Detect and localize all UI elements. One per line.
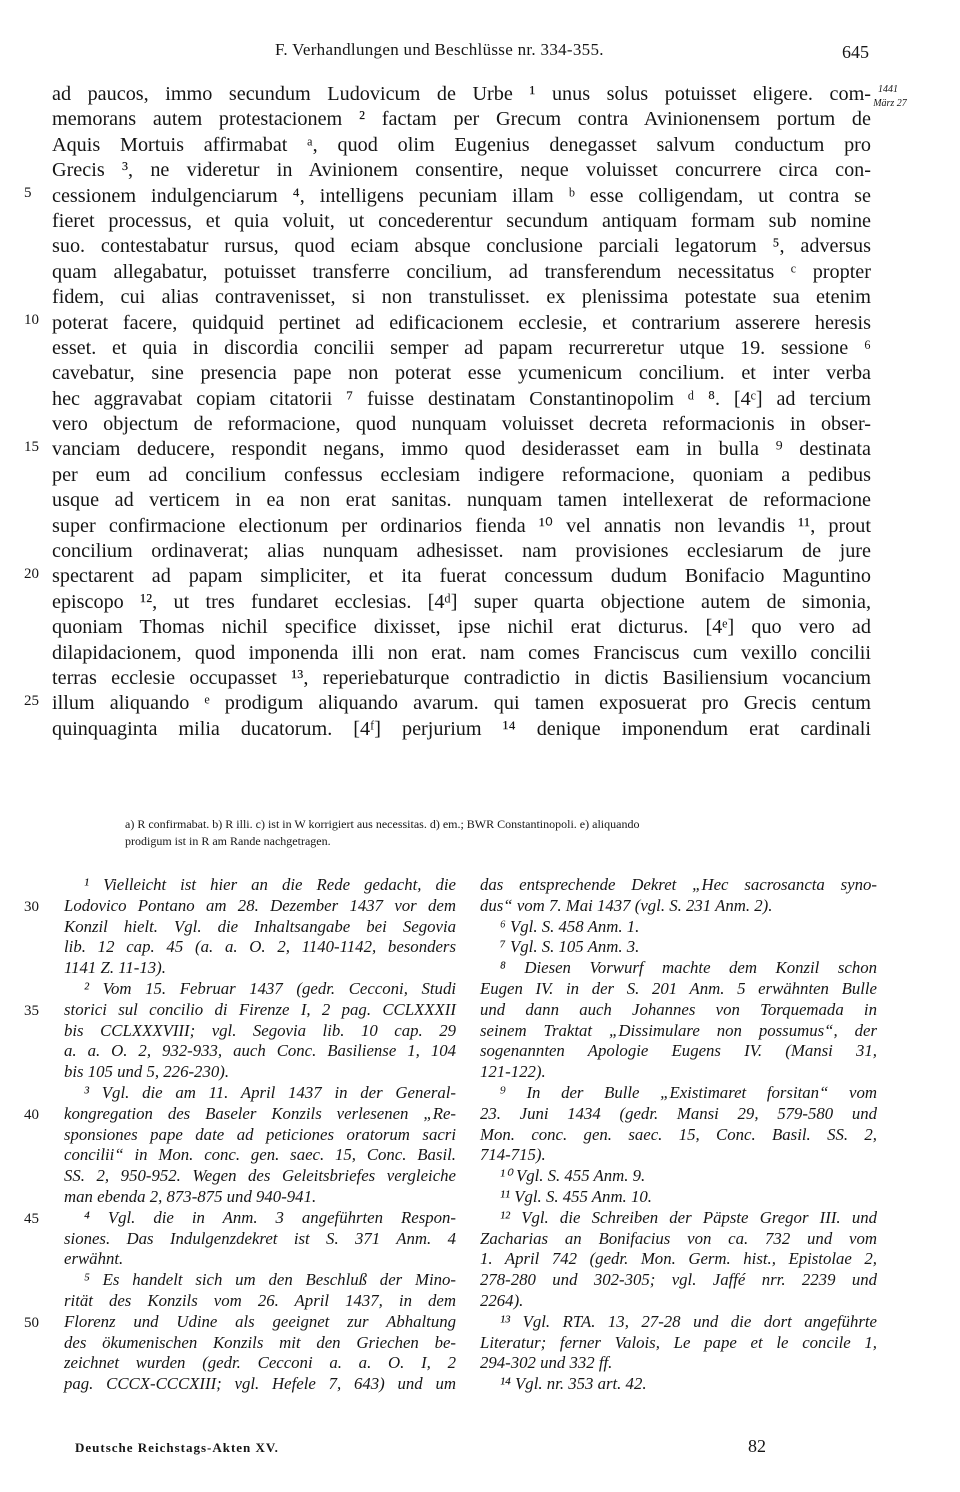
- text-line: episcopo ¹², ut tres fundaret ecclesias. [4ᵈ] super quarta objectione autem de simonia,: [52, 590, 871, 613]
- text-line: memorans autem protestacionem ² factam per Grecum contra Avinionensem portum de: [52, 108, 871, 131]
- text-line: Grecis ³, ne videretur in Avinionem consentire, neque voluisset concurrere circa con-: [52, 159, 871, 182]
- text-line: concilium ordinaverat; alias nunquam adhesisset. nam provisiones ecclesiarum de jure: [52, 540, 871, 563]
- footnote-line: rität des Konzils vom 26. April 1437, in dem: [64, 1290, 456, 1310]
- text-line: terras ecclesie occupasset ¹³, reperiebaturque contradictio in dictis Basiliensium vocancium: [52, 666, 871, 689]
- footnotes-left-column: [64, 875, 456, 1395]
- line-number: 40: [24, 1107, 39, 1123]
- line-number: 5: [24, 185, 32, 201]
- footnote-line: ¹ Vielleicht ist hier an die Rede gedacht, die: [84, 875, 456, 894]
- footnote-line: das entsprechende Dekret „Hec sacrosancta syno-: [480, 875, 877, 894]
- line-number: 30: [24, 899, 39, 915]
- footnote-line: ¹¹ Vgl. S. 455 Anm. 10.: [500, 1186, 652, 1206]
- footnote-line: Florenz und Udine als geeignet zur Abhaltung: [64, 1311, 456, 1331]
- footnote-line: ⁶ Vgl. S. 458 Anm. 1.: [500, 916, 640, 936]
- footnote-line: 2264).: [480, 1290, 524, 1310]
- line-number: 20: [24, 566, 39, 582]
- page-number: 645: [842, 42, 869, 62]
- footnote-line: bis 105 und 5, 226-230).: [64, 1062, 230, 1082]
- footnote-line: 294-302 und 332 ff.: [480, 1353, 613, 1373]
- main-text: [52, 82, 871, 742]
- text-line: poterat facere, quidquid pertinet ad edificacionem ecclesie, et contrarium asserere heresis: [52, 311, 871, 334]
- apparatus-line: prodigum ist in R am Rande nachgetragen.: [125, 834, 331, 848]
- footnote-line: SS. 2, 950-952. Wegen des Geleitsbriefes vergleiche: [64, 1166, 456, 1186]
- text-line: cavebatur, sine presencia pape non poterat esse ycumenicum concilium. et inter verba: [52, 362, 871, 385]
- footnote-line: 714-715).: [480, 1145, 546, 1165]
- footnote-line: ⁴ Vgl. die in Anm. 3 angeführten Respon-: [84, 1207, 456, 1227]
- text-line: usque ad verticem in ea non erat sanitas. nunquam tamen intellexerat de reformacione: [52, 489, 871, 512]
- footnote-line: Lodovico Pontano am 28. Dezember 1437 vor dem: [64, 895, 456, 915]
- footnote-line: ¹³ Vgl. RTA. 13, 27-28 und die dort angeführte: [500, 1311, 877, 1331]
- footnote-line: ³ Vgl. die am 11. April 1437 in der General-: [84, 1082, 456, 1102]
- text-line: vero objectum de reformacione, quod nunquam voluisset decreta reformacionis in obser-: [52, 413, 871, 436]
- line-number: 35: [24, 1003, 39, 1019]
- margin-year: 1441: [878, 84, 898, 95]
- footnote-line: 278-280 und 302-305; vgl. Jaffé nrr. 2239 und: [480, 1270, 877, 1290]
- printer-signature: Deutsche Reichstags-Akten XV.: [75, 1440, 279, 1455]
- text-line: spectarent ad papam simpliciter, et ita fuerat concessum dudum Bonifacio Maguntino: [52, 565, 871, 588]
- footnote-line: bis CCLXXXVIII; vgl. Segovia lib. 10 cap. 29: [64, 1020, 456, 1040]
- text-line: Aquis Mortuis affirmabat ᵃ, quod olim Eugenius denegasset salvum conductum pro: [52, 133, 871, 156]
- text-line: dilapidacionem, quod imponenda illi non erat. nam comes Franciscus cum vexillo concilii: [52, 641, 871, 664]
- footnotes-right-column: [480, 875, 877, 1395]
- running-head: F. Verhandlungen und Beschlüsse nr. 334-355.: [275, 40, 604, 59]
- footnote-line: und dann auch Johannes von Torquemada in: [480, 999, 877, 1019]
- footnote-line: lib. 12 cap. 45 (a. a. O. 2, 1140-1142, besonders: [64, 937, 456, 957]
- line-number: 15: [24, 439, 39, 455]
- text-line: hec aggravabat copiam citatorii ⁷ fuisse destinatam Constantinopolim ᵈ ⁸. [4ᶜ] ad tercium: [52, 387, 871, 410]
- footnote-line: ¹⁴ Vgl. nr. 353 art. 42.: [500, 1374, 647, 1394]
- footnote-line: storici sul concilio di Firenze I, 2 pag. CCLXXXII: [64, 999, 456, 1019]
- footnote-line: Literatur; ferner Valois, Le pape et le concile 1,: [480, 1332, 877, 1352]
- text-line: super confirmacione electionum per ordinarios fienda ¹⁰ vel annatis non levandis ¹¹, prout: [52, 514, 871, 537]
- text-line: suo. contestabatur rursus, quod eciam absque conclusione parciali legatorum ⁵, adversus: [52, 235, 871, 258]
- footnote-line: Zacharias an Bonifacius von ca. 732 und vom: [480, 1228, 877, 1248]
- footnote-line: sponsiones pape date ad peticiones oratorum sacri: [64, 1124, 456, 1144]
- text-line: quinquaginta milia ducatorum. [4ᶠ] perjurium ¹⁴ denique imponendum erat cardinali: [52, 717, 871, 740]
- footnote-line: sogenannten Apologie Eugens IV. (Mansi 31,: [480, 1041, 877, 1061]
- line-number: 50: [24, 1315, 39, 1331]
- footnote-line: 23. Juni 1434 (gedr. Mansi 29, 579-580 und: [480, 1103, 877, 1123]
- text-line: quam allegabatur, potuisset transferre concilium, ad transferendum necessitatus ᶜ propter: [52, 260, 871, 283]
- footnote-line: zeichnet wurden (gedr. Cecconi a. a. O. I, 2: [64, 1353, 456, 1373]
- footnote-line: ⁵ Es handelt sich um den Beschluß der Mino-: [84, 1270, 456, 1290]
- footnote-line: des ökumenischen Konzils mit den Griechen be-: [64, 1332, 456, 1352]
- footnote-line: pag. CCCX-CCCXIII; vgl. Hefele 7, 643) und um: [64, 1374, 456, 1394]
- footnote-line: 1141 Z. 11-13).: [64, 958, 166, 978]
- text-line: fieret processus, et quia voluit, ut concederentur secundum antiquam formam sub nomine: [52, 209, 871, 232]
- line-number: 25: [24, 693, 39, 709]
- footnote-line: siones. Das Indulgenzdekret ist S. 371 Anm. 4: [64, 1228, 456, 1248]
- text-line: cessionem indulgenciarum ⁴, intelligens pecuniam illam ᵇ esse colligendam, ut contra se: [52, 184, 871, 207]
- footnote-line: ² Vom 15. Februar 1437 (gedr. Cecconi, Studi: [84, 978, 456, 998]
- critical-apparatus: [125, 816, 885, 850]
- footnote-line: ¹⁰ Vgl. S. 455 Anm. 9.: [500, 1166, 646, 1186]
- line-number: 10: [24, 312, 39, 328]
- footnote-line: man ebenda 2, 873-875 und 940-941.: [64, 1186, 317, 1206]
- text-line: esset. et quia in discordia concilii semper ad papam recurreretur utque 19. sessione ⁶: [52, 336, 871, 359]
- footnote-line: ⁸ Diesen Vorwurf machte dem Konzil schon: [500, 958, 877, 978]
- footnote-line: 121-122).: [480, 1062, 546, 1082]
- text-line: illum aliquando ᵉ prodigum aliquando avarum. qui tamen exposuerat pro Grecis centum: [52, 692, 871, 715]
- footnote-line: ⁷ Vgl. S. 105 Anm. 3.: [500, 937, 640, 957]
- footnote-line: kongregation des Baseler Konzils verlesenen „Re-: [64, 1103, 456, 1123]
- footnote-line: Eugen IV. in der S. 201 Anm. 5 erwähnten Bulle: [480, 978, 877, 998]
- footnote-line: 1. April 742 (gedr. Mon. Germ. hist., Epistolae 2,: [480, 1249, 877, 1269]
- text-line: vanciam deducere, respondit negans, immo quod desiderasset eam in bulla ⁹ destinata: [52, 438, 871, 461]
- line-number: 45: [24, 1211, 39, 1227]
- footnote-line: dus“ vom 7. Mai 1437 (vgl. S. 231 Anm. 2).: [480, 895, 773, 915]
- footnote-line: seinem Traktat „Dissimulare non possumus“, der: [480, 1020, 877, 1040]
- margin-date: März 27: [873, 98, 907, 109]
- text-line: fidem, cui alias contravenisset, si non transtulisset. ex plenissima potestate sua etenim: [52, 286, 871, 309]
- text-line: ad paucos, immo secundum Ludovicum de Urbe ¹ unus solus potuisset eligere. com-: [52, 83, 871, 105]
- page-header: [0, 38, 960, 68]
- text-line: per eum ad concilium confessus ecclesiam indigere reformacione, quoniam a pedibus: [52, 463, 871, 486]
- footnote-line: ⁹ In der Bulle „Existimaret forsitan“ vom: [500, 1082, 877, 1102]
- sheet-number: 82: [748, 1436, 766, 1456]
- apparatus-line: a) R confirmabat. b) R illi. c) ist in W korrigiert aus necessitas. d) em.; BWR Constantinopoli. e) aliquando: [125, 817, 640, 831]
- footnote-line: Mon. conc. gen. saec. 15, Conc. Basil. SS. 2,: [480, 1124, 877, 1144]
- footnote-line: erwähnt.: [64, 1249, 124, 1269]
- text-line: quoniam Thomas nichil specifice dixisset, ipse nichil erat dicturus. [4ᵉ] quo vero ad: [52, 616, 871, 639]
- footnote-line: Konzil hielt. Vgl. die Inhaltsangabe bei Segovia: [64, 916, 456, 936]
- footnote-line: a. a. O. 2, 932-933, auch Conc. Basiliense 1, 104: [64, 1041, 456, 1061]
- footnote-line: concilii“ in Mon. conc. gen. saec. 15, Conc. Basil.: [64, 1145, 456, 1165]
- footnote-line: ¹² Vgl. die Schreiben der Päpste Gregor III. und: [500, 1207, 877, 1227]
